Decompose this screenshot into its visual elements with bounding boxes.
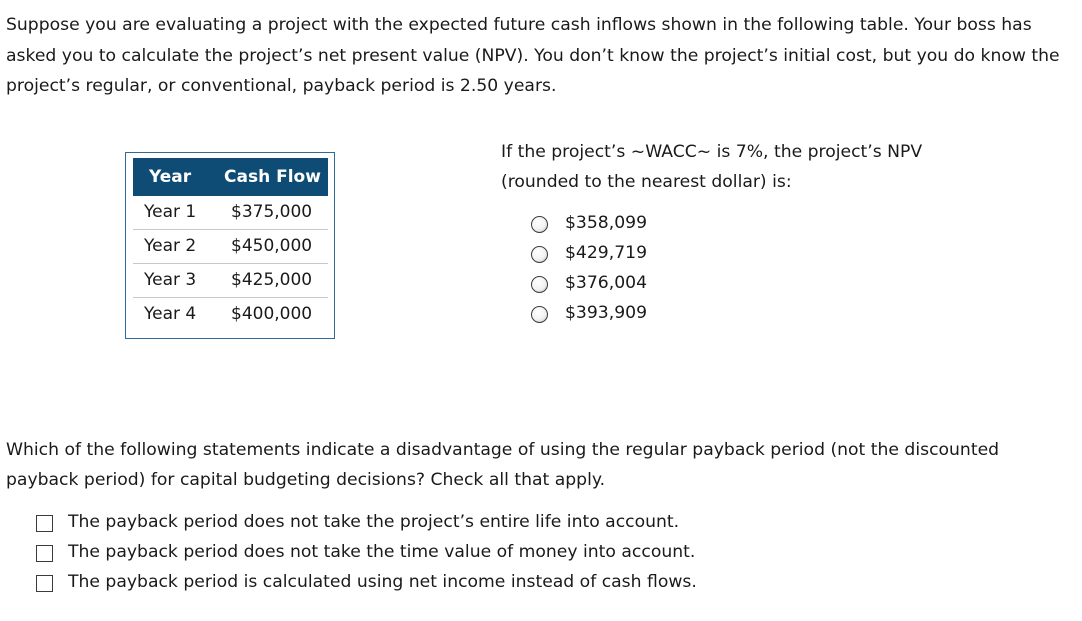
payback-option-label: The payback period is calculated using net income instead of cash flows. (68, 572, 697, 592)
payback-option-label: The payback period does not take the time value of money into account. (68, 542, 696, 562)
payback-option-label: The payback period does not take the project’s entire life into account. (68, 512, 680, 532)
npv-option-label: $358,099 (565, 213, 648, 233)
table-row (133, 298, 328, 332)
row-year: Year 1 (144, 202, 197, 222)
table-header (133, 158, 328, 196)
npv-option-label: $393,909 (565, 303, 648, 323)
table-row (133, 264, 328, 298)
npv-option-label: $376,004 (565, 273, 648, 293)
row-year: Year 2 (144, 236, 197, 256)
npv-question-line-2: (rounded to the nearest dollar) is: (501, 172, 792, 192)
row-year: Year 4 (144, 304, 197, 324)
radio-button[interactable] (531, 306, 548, 323)
table-row (133, 230, 328, 264)
payback-question: Which of the following statements indicate a disadvantage of using the regular payback period (not the discounted payback period) for capital budgeting decisions? Check all that apply. (6, 440, 1000, 490)
header-cash-flow: Cash Flow (224, 167, 321, 187)
row-cash-flow: $375,000 (231, 202, 313, 222)
npv-option-label: $429,719 (565, 243, 648, 263)
table-row (133, 196, 328, 230)
radio-button[interactable] (531, 276, 548, 293)
checkbox[interactable] (36, 545, 53, 562)
checkbox[interactable] (36, 575, 53, 592)
row-year: Year 3 (144, 270, 197, 290)
row-cash-flow: $400,000 (231, 304, 313, 324)
radio-button[interactable] (531, 246, 548, 263)
header-year: Year (149, 167, 192, 187)
row-cash-flow: $450,000 (231, 236, 313, 256)
cash-flow-table (125, 152, 335, 339)
checkbox[interactable] (36, 515, 53, 532)
intro-text: Suppose you are evaluating a project with the expected future cash inflows shown in the following table. Your boss has asked you to calculate the project’s net present value (NPV). You don’t know the project’s initial cost, but you do know the project’s regular, or conventional, payback period is 2.50 years. (6, 15, 1060, 96)
radio-button[interactable] (531, 216, 548, 233)
npv-question-line-1: If the project’s ~WACC~ is 7%, the project’s NPV (501, 142, 923, 162)
row-cash-flow: $425,000 (231, 270, 313, 290)
npv-question (501, 137, 922, 197)
